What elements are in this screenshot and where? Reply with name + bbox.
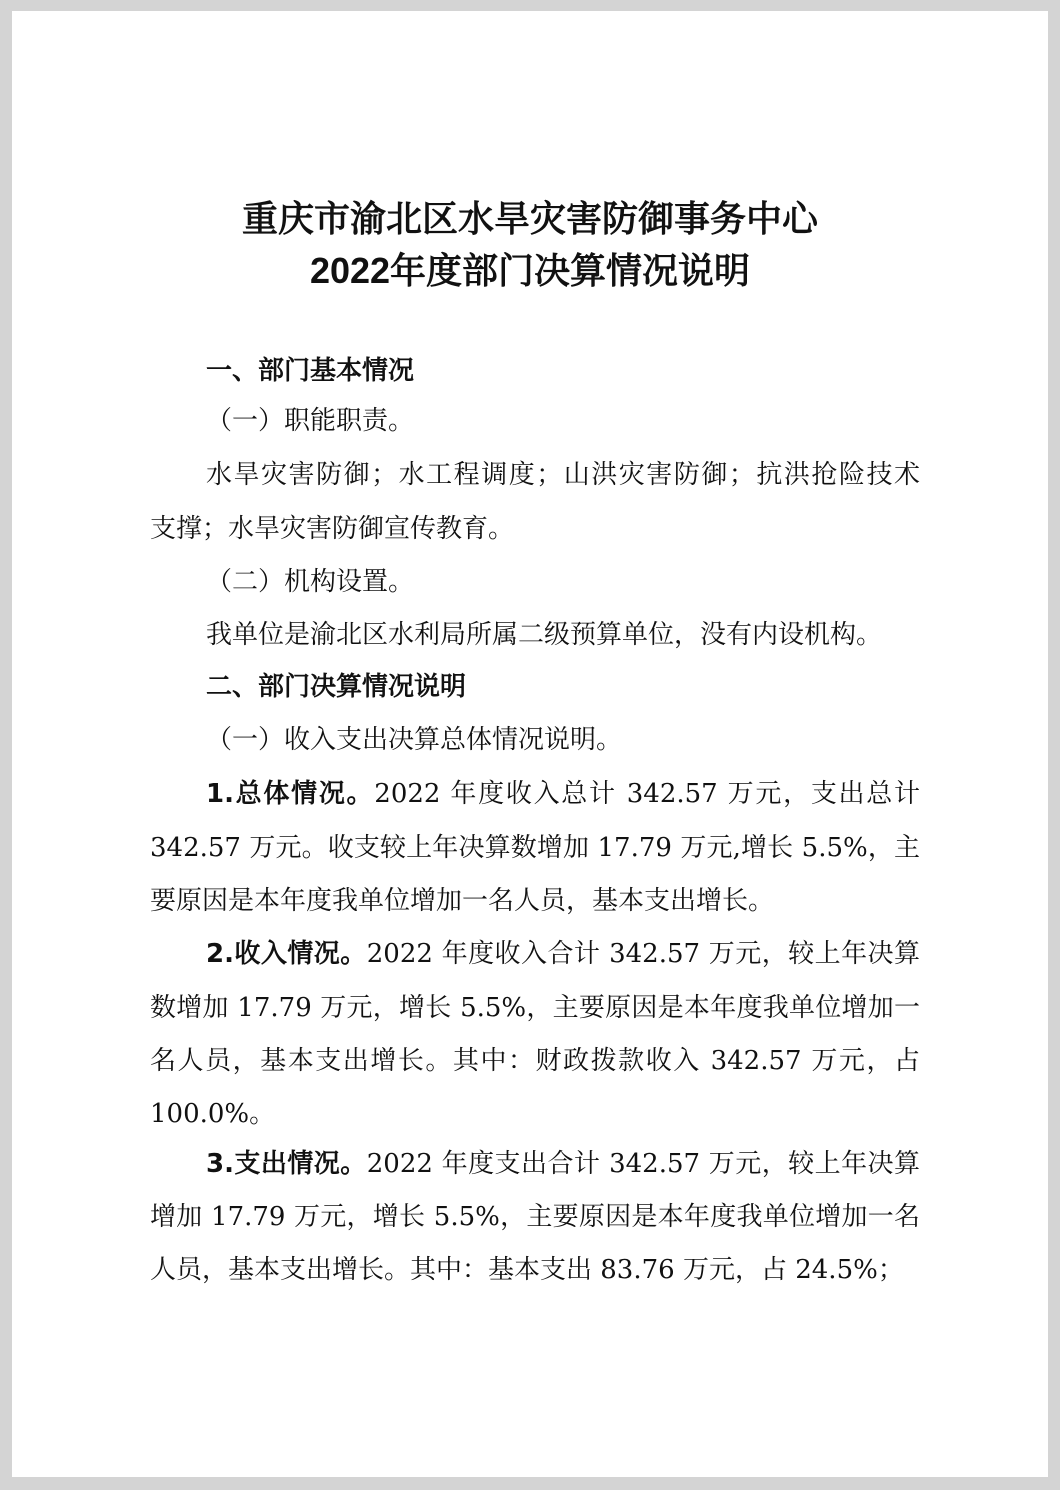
income-lead: 2.收入情况。 (206, 939, 367, 969)
total-paragraph-line2: 342.57 万元。收支较上年决算数增加 17.79 万元,增长 5.5%，主 (150, 833, 920, 863)
expense-paragraph-line2: 增加 17.79 万元，增长 5.5%，主要原因是本年度我单位增加一名 (150, 1202, 920, 1232)
total-paragraph-line3: 要原因是本年度我单位增加一名人员，基本支出增长。 (150, 886, 775, 916)
total-paragraph-line1 (206, 781, 920, 807)
section2-heading: 二、部门决算情况说明 (206, 672, 467, 702)
income-paragraph-line3: 名人员，基本支出增长。其中：财政拨款收入 342.57 万元，占 (150, 1046, 920, 1076)
income-paragraph-line2: 数增加 17.79 万元，增长 5.5%，主要原因是本年度我单位增加一 (150, 993, 920, 1023)
document-title-line2: 2022年度部门决算情况说明 (309, 250, 751, 291)
expense-line1-text: 2022 年度支出合计 342.57 万元，较上年决算 (366, 1149, 921, 1179)
total-line1-text: 2022 年度收入总计 342.57 万元，支出总计 (374, 779, 920, 809)
section1-subheading-duties: （一）职能职责。 (206, 406, 415, 436)
duties-text-line1: 水旱灾害防御；水工程调度；山洪灾害防御；抗洪抢险技术 (206, 460, 920, 490)
expense-paragraph-line1 (206, 1151, 920, 1177)
income-line1-text: 2022 年度收入合计 342.57 万元，较上年决算 (366, 939, 921, 969)
section2-subheading-overview: （一）收入支出决算总体情况说明。 (206, 725, 623, 755)
expense-paragraph-line3: 人员，基本支出增长。其中：基本支出 83.76 万元，占 24.5%； (150, 1255, 904, 1285)
document-title-line1: 重庆市渝北区水旱灾害防御事务中心 (241, 198, 818, 240)
duties-text-line2: 支撑；水旱灾害防御宣传教育。 (150, 514, 515, 544)
expense-lead: 3.支出情况。 (206, 1149, 367, 1179)
income-paragraph-line4: 100.0%。 (150, 1099, 276, 1129)
section1-heading: 一、部门基本情况 (206, 356, 415, 386)
section1-subheading-org: （二）机构设置。 (206, 567, 415, 597)
income-paragraph-line1 (206, 941, 920, 967)
org-text-line1: 我单位是渝北区水利局所属二级预算单位，没有内设机构。 (206, 620, 883, 650)
total-lead: 1.总体情况。 (206, 779, 375, 809)
document-page (12, 11, 1048, 1477)
